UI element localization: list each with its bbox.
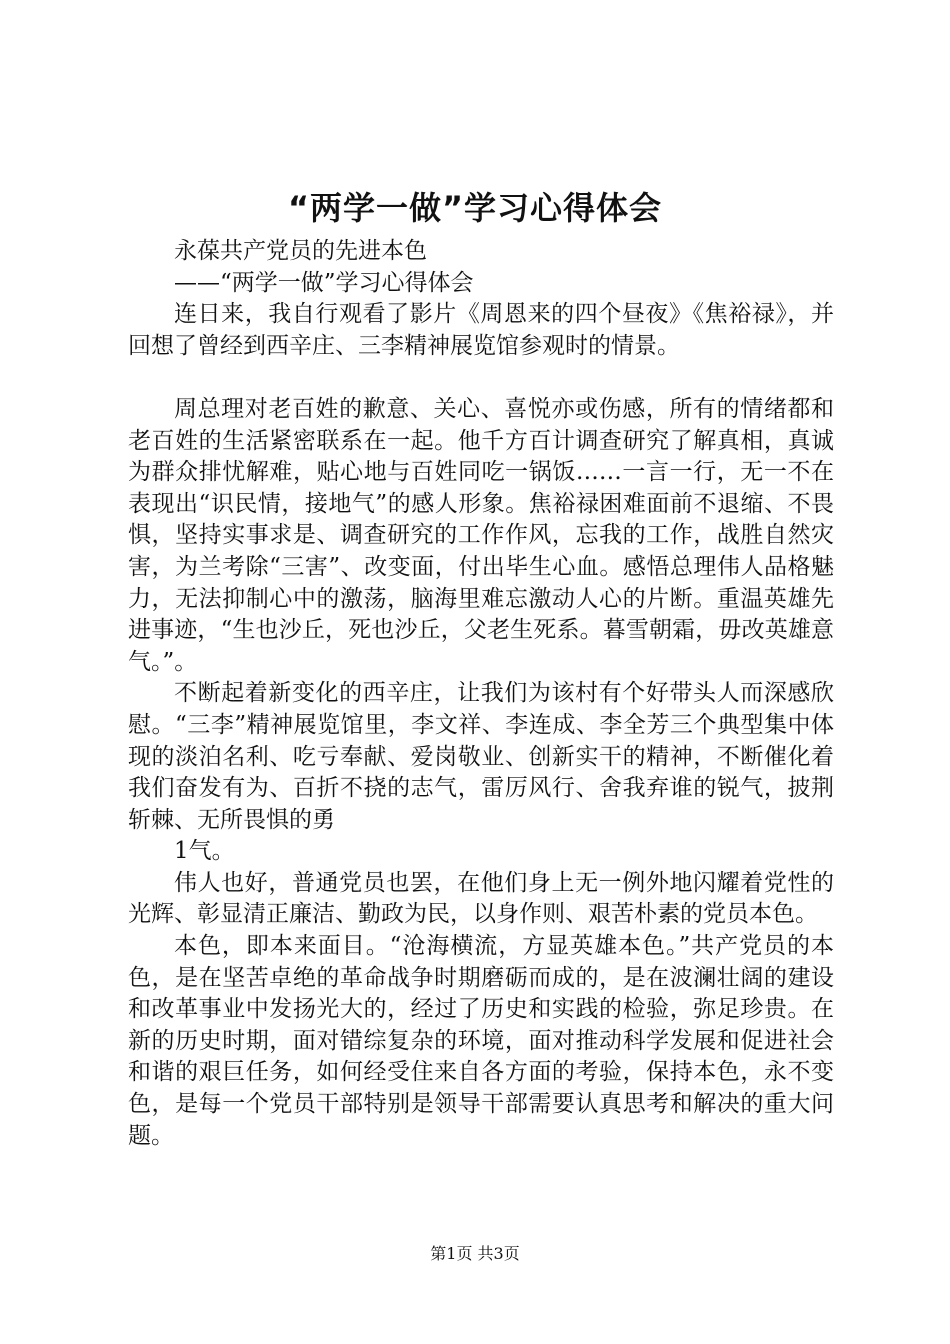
paragraph-gap (128, 362, 834, 394)
subtitle: 永葆共产党员的先进本色 (174, 238, 427, 264)
document-body (128, 236, 834, 1152)
paragraph-5: 伟人也好，普通党员也罢，在他们身上无一例外地闪耀着党性的光辉、彰显清正廉洁、勤政为民，以身作则、艰苦朴素的党员本色。 (128, 869, 834, 928)
paragraph-3: 不断起着新变化的西辛庄，让我们为该村有个好带头人而深感欣慰。“三李”精神展览馆里，李文祥、李连成、李全芳三个典型集中体现的淡泊名利、吃亏奉献、爱岗敬业、创新实干的精神，不断催化着我们奋发有为、百折不挠的志气，雷厉风行、舍我弃谁的锐气，披荆斩棘、无所畏惧的勇 (128, 680, 834, 833)
page-number: 第1页 共3页 (430, 1244, 520, 1263)
paragraph-6: 本色，即本来面目。“沧海横流，方显英雄本色。”共产党员的本色，是在坚苦卓绝的革命战争时期磨砺而成的，是在波澜壮阔的建设和改革事业中发扬光大的，经过了历史和实践的检验，弥足珍贵。在新的历史时期，面对错综复杂的环境，面对推动科学发展和促进社会和谐的艰巨任务，如何经受住来自各方面的考验，保持本色，永不变色，是每一个党员干部特别是领导干部需要认真思考和解决的重大问题。 (128, 933, 834, 1149)
sub-subtitle: ——“两学一做”学习心得体会 (174, 269, 474, 296)
paragraph-2: 周总理对老百姓的歉意、关心、喜悦亦或伤感，所有的情绪都和老百姓的生活紧密联系在一起。他千方百计调查研究了解真相，真诚为群众排忧解难，贴心地与百姓同吃一锅饭……一言一行，无一不在表现出“识民情，接地气”的感人形象。焦裕禄困难面前不退缩、不畏惧，坚持实事求是、调查研究的工作作风，忘我的工作，战胜自然灾害，为兰考除“三害”、改变面，付出毕生心血。感悟总理伟人品格魅力，无法抑制心中的激荡，脑海里难忘激动人心的片断。重温英雄先进事迹，“生也沙丘，死也沙丘，父老生死系。暮雪朝霜，毋改英雄意气。”。 (128, 395, 834, 675)
paragraph-1: 连日来，我自行观看了影片《周恩来的四个昼夜》《焦裕禄》，并回想了曾经到西辛庄、三李精神展览馆参观时的情景。 (128, 301, 834, 359)
document-title: “两学一做”学习心得体会 (287, 189, 663, 227)
paragraph-4: 1气。 (174, 838, 235, 865)
